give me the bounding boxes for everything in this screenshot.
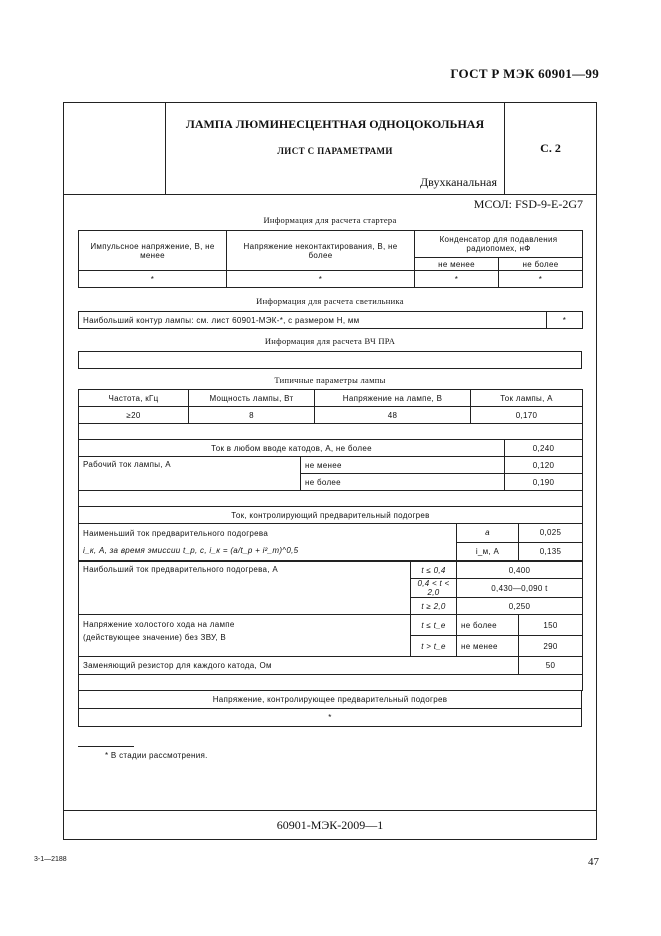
typical-header: Напряжение на лампе, В	[315, 390, 471, 407]
a-coef-label: a	[457, 524, 519, 543]
ocv-value: 290	[519, 636, 583, 657]
max-preheat-value: 0,400	[457, 562, 583, 579]
ocv-cond: t > t_е	[411, 636, 457, 657]
mcol-designation: МСОЛ: FSD-9-E-2G7	[473, 197, 583, 211]
ocv-cond: t ≤ t_е	[411, 615, 457, 636]
starter-value: *	[79, 271, 227, 288]
starter-value: *	[227, 271, 415, 288]
starter-col3a-header: не менее	[415, 258, 499, 271]
working-current-label: Рабочий ток лампы, А	[79, 457, 301, 491]
current-table	[78, 423, 583, 507]
a-coef-value: 0,025	[519, 524, 583, 543]
sheet-subtitle: ЛИСТ С ПАРАМЕТРАМИ	[277, 146, 393, 156]
resistor-value: 50	[519, 657, 583, 675]
max-preheat-value: 0,250	[457, 598, 583, 615]
blank-row	[79, 675, 583, 691]
starter-value: *	[415, 271, 499, 288]
footnote-rule	[78, 746, 134, 747]
header-left-box	[63, 102, 166, 194]
working-min-label: не менее	[301, 457, 505, 474]
typical-header: Частота, кГц	[79, 390, 189, 407]
hf-table	[78, 351, 582, 369]
im-value: 0,135	[519, 542, 583, 561]
luminaire-label: Наибольший контур лампы: см. лист 60901-МЭК-*, с размером H, мм	[79, 312, 547, 329]
preheat-table	[78, 506, 583, 565]
any-input-current-label: Ток в любом вводе катодов, А, не более	[79, 440, 505, 457]
sheet-title: ЛАМПА ЛЮМИНЕСЦЕНТНАЯ ОДНОЦОКОЛЬНАЯ	[185, 117, 485, 131]
max-preheat-cond: 0,4 < t < 2,0	[411, 579, 457, 598]
preheat-caption: Ток, контролирующий предварительный подогрев	[79, 507, 583, 524]
header-divider	[63, 194, 597, 195]
ocv-label-line2: (действующее значение) без ЗВУ, В	[83, 633, 227, 642]
any-input-current-value: 0,240	[505, 440, 583, 457]
starter-col2-header: Напряжение неконтактирования, В, не более	[227, 231, 415, 271]
ocv-label-line1: Напряжение холостого хода на лампе	[83, 620, 235, 629]
blank-row	[79, 491, 583, 507]
max-preheat-cond: t ≤ 0,4	[411, 562, 457, 579]
typical-value: 48	[315, 407, 471, 424]
voltage-value: *	[79, 709, 582, 727]
typical-value: 8	[189, 407, 315, 424]
luminaire-table	[78, 311, 583, 329]
ocv-value: 150	[519, 615, 583, 636]
ocv-limit: не менее	[457, 636, 519, 657]
luminaire-value: *	[547, 312, 583, 329]
min-preheat-label-line1: Наименьший ток предварительного подогрева	[83, 529, 269, 538]
typical-header: Ток лампы, А	[471, 390, 583, 407]
voltage-table	[78, 690, 582, 727]
im-label: i_м, А	[457, 542, 519, 561]
footer-divider	[63, 810, 597, 811]
starter-table	[78, 230, 583, 288]
page-number: 47	[588, 856, 599, 868]
min-preheat-label	[79, 524, 457, 561]
starter-value: *	[499, 271, 583, 288]
typical-header: Мощность лампы, Вт	[189, 390, 315, 407]
typical-table	[78, 389, 583, 424]
sheet-number: 60901-МЭК-2009—1	[276, 818, 384, 832]
typical-caption: Типичные параметры лампы	[274, 375, 386, 385]
ocv-table	[78, 614, 583, 691]
luminaire-caption: Информация для расчета светильника	[256, 296, 404, 306]
max-preheat-table	[78, 561, 583, 615]
ocv-label	[79, 615, 411, 657]
ocv-limit: не более	[457, 615, 519, 636]
working-max-value: 0,190	[505, 474, 583, 491]
starter-col3-header: Конденсатор для подавления радиопомех, нФ	[415, 231, 583, 258]
page-code: С. 2	[540, 141, 561, 155]
voltage-caption: Напряжение, контролирующее предварительный подогрев	[79, 691, 582, 709]
max-preheat-label: Наибольший ток предварительного подогрева, А	[79, 562, 411, 615]
resistor-label: Заменяющий резистор для каждого катода, Ом	[79, 657, 519, 675]
max-preheat-cond: t ≥ 2,0	[411, 598, 457, 615]
hf-caption: Информация для расчета ВЧ ПРА	[264, 336, 396, 346]
starter-col1-header: Импульсное напряжение, В, не менее	[79, 231, 227, 271]
working-max-label: не более	[301, 474, 505, 491]
max-preheat-value: 0,430—0,090 t	[457, 579, 583, 598]
footnote: * В стадии рассмотрения.	[105, 751, 208, 760]
typical-value: ≥20	[79, 407, 189, 424]
working-min-value: 0,120	[505, 457, 583, 474]
starter-caption: Информация для расчета стартера	[263, 215, 397, 225]
typical-value: 0,170	[471, 407, 583, 424]
standard-number: ГОСТ Р МЭК 60901—99	[450, 66, 599, 81]
hf-empty-row	[79, 352, 582, 369]
starter-col3b-header: не более	[499, 258, 583, 271]
blank-row	[79, 424, 583, 440]
min-preheat-label-line2: i_к, A, за время эмиссии t_p, с, i_к = (a/t_p + i²_m)^0,5	[83, 546, 299, 555]
print-code: 3-1—2188	[34, 856, 67, 863]
channel-type: Двухканальная	[420, 175, 497, 189]
